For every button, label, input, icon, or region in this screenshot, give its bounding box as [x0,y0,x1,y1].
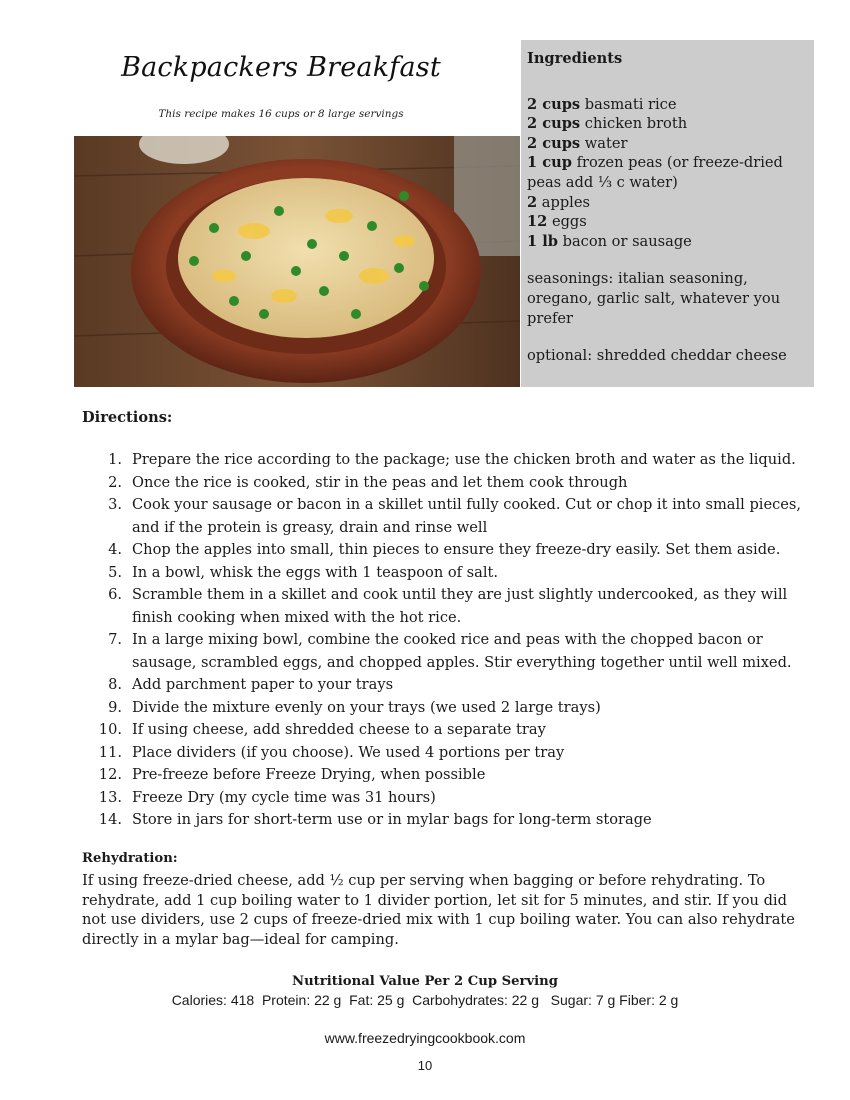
fried-rice-photo [74,136,520,387]
nutrition-heading: Nutritional Value Per 2 Cup Serving [292,974,558,989]
direction-step [82,674,812,697]
step-number: 7. [108,631,122,648]
step-number: 5. [108,563,122,581]
rehydration-text: If using freeze-dried cheese, add ½ cup per serving when bagging or before rehydrating. To rehydrate, add 1 cup boiling water to 1 divider portion, let sit for 5 minutes, and stir. If you did not use dividers, use 2 cups of freeze-dried mix with 1 cup boiling water. You can also rehydrate directly in a mylar bag—ideal for camping. [82,872,795,948]
step-number: 3. [108,496,122,513]
ingredient-item [527,114,808,134]
ingredient-quantity: 2 cups [527,115,581,133]
step-text: Chop the apples into small, thin pieces to ensure they freeze-dry easily. Set them aside. [132,541,781,558]
directions-heading: Directions: [82,409,173,426]
step-text: Add parchment paper to your trays [132,676,394,693]
step-number: 8. [108,676,122,693]
ingredient-name: apples [537,193,590,211]
step-number: 11. [98,743,122,761]
ingredient-name: basmati rice [580,95,677,113]
page-number: 10 [417,1058,433,1073]
direction-step [82,629,812,674]
direction-step [82,742,812,765]
ingredient-item [527,95,808,115]
ingredient-name: eggs [547,213,587,231]
step-text: In a large mixing bowl, combine the cooked rice and peas with the chopped bacon or sausage, scrambled eggs, and chopped apples. Stir everything together until well mixed. [132,631,792,671]
ingredient-item [527,134,808,154]
ingredient-quantity: 1 cup [527,154,572,172]
direction-step [82,539,812,562]
step-text: Once the rice is cooked, stir in the peas and let them cook through [132,473,628,491]
direction-step [82,719,812,742]
rehydration-heading: Rehydration: [82,851,178,866]
step-text: Store in jars for short-term use or in mylar bags for long-term storage [132,811,652,828]
step-number: 14. [98,811,122,828]
step-text: In a bowl, whisk the eggs with 1 teaspoon of salt. [132,563,499,581]
ingredients-list [527,95,808,252]
directions-list [82,449,812,832]
nutrition-values: Calories: 418 Protein: 22 g Fat: 25 g Carbohydrates: 22 g Sugar: 7 g Fiber: 2 g [171,992,679,1008]
step-number: 2. [108,473,122,491]
ingredients-heading: Ingredients [527,50,623,67]
step-number: 13. [98,788,122,806]
ingredient-quantity: 1 lb [527,232,558,250]
ingredient-name: chicken broth [580,115,688,133]
step-number: 1. [108,451,122,468]
step-number: 12. [98,766,122,783]
direction-step [82,562,812,585]
ingredient-name: bacon or sausage [557,232,692,250]
ingredient-quantity: 12 [527,213,548,231]
website-link[interactable]: www.freezedryingcookbook.com [324,1030,526,1046]
direction-step [82,449,812,472]
ingredient-name: water [580,134,628,152]
step-text: Freeze Dry (my cycle time was 31 hours) [132,788,436,806]
step-number: 10. [98,721,122,738]
step-text: Pre-freeze before Freeze Drying, when possible [132,766,486,783]
ingredient-item [527,212,808,232]
direction-step [82,584,812,629]
direction-step [82,697,812,720]
step-text: Place dividers (if you choose). We used 4 portions per tray [132,743,565,761]
optional-note: optional: shredded cheddar cheese [527,347,787,365]
step-number: 4. [108,541,122,558]
step-number: 6. [108,586,122,603]
ingredient-item [527,232,808,252]
direction-step [82,472,812,495]
step-text: Divide the mixture evenly on your trays (we used 2 large trays) [132,698,601,716]
seasonings-note: seasonings: italian seasoning, oregano, garlic salt, whatever you prefer [527,270,781,327]
ingredient-name: frozen peas (or freeze-dried peas add ⅓ c water) [527,154,783,191]
step-text: Scramble them in a skillet and cook until they are just slightly undercooked, as they will finish cooking when mixed with the hot rice. [132,586,788,626]
step-text: If using cheese, add shredded cheese to a separate tray [132,721,546,738]
ingredient-quantity: 2 cups [527,134,581,152]
ingredient-quantity: 2 [527,193,538,211]
ingredient-quantity: 2 cups [527,95,581,113]
direction-step [82,787,812,810]
direction-step [82,764,812,787]
step-text: Prepare the rice according to the package; use the chicken broth and water as the liquid. [132,451,796,468]
step-text: Cook your sausage or bacon in a skillet until fully cooked. Cut or chop it into small pieces, and if the protein is greasy, drain and rinse well [132,496,802,536]
ingredient-item [527,193,808,213]
direction-step [82,809,812,832]
ingredients-panel [521,40,814,387]
recipe-title: Backpackers Breakfast [121,52,441,83]
direction-step [82,494,812,539]
ingredient-item [527,153,808,192]
recipe-yield: This recipe makes 16 cups or 8 large servings [158,108,404,120]
step-number: 9. [108,698,122,716]
